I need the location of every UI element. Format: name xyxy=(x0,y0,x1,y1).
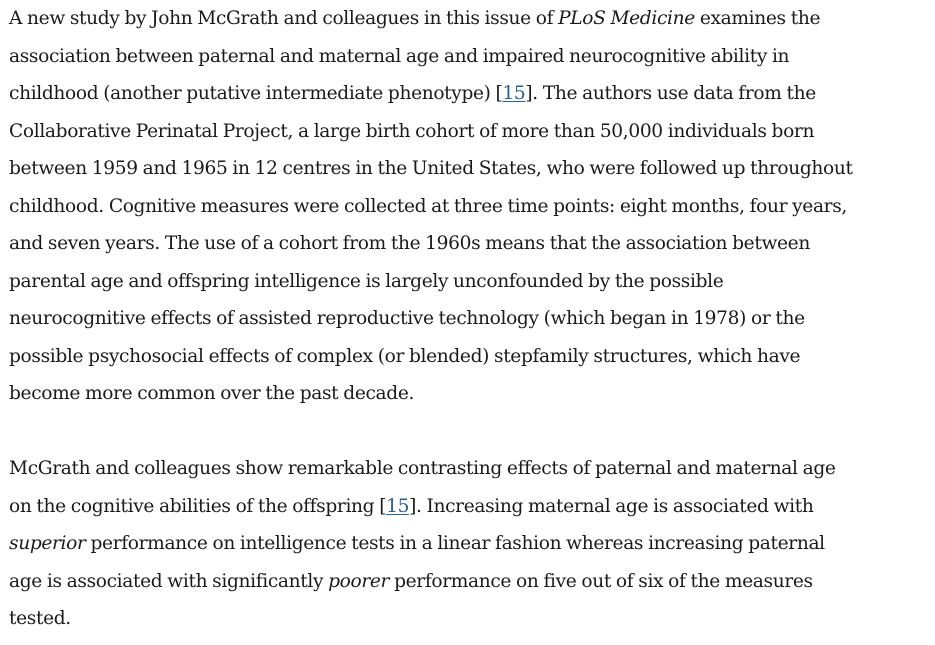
text-line xyxy=(9,525,933,563)
text-run: ]. Increasing maternal age is associated with xyxy=(409,495,814,517)
text-run: examines the xyxy=(694,8,821,29)
journal-name: PLoS Medicine xyxy=(558,8,695,29)
text-line xyxy=(9,38,933,76)
text-run: childhood. Cognitive measures were collected at three time points: eight months, four years, xyxy=(9,195,847,217)
article-body xyxy=(9,0,933,638)
text-line xyxy=(9,563,933,601)
emphasis-text: poorer xyxy=(328,570,390,592)
text-line xyxy=(9,300,933,338)
text-run: association between paternal and maternal age and impaired neurocognitive ability in xyxy=(9,45,790,67)
text-run: A new study by John McGrath and colleagues in this issue of xyxy=(9,8,559,29)
text-line xyxy=(9,0,933,38)
text-line xyxy=(9,113,933,151)
citation-link-15[interactable]: 15 xyxy=(502,83,526,104)
text-run: on the cognitive abilities of the offspring [ xyxy=(9,495,387,517)
emphasis-text: superior xyxy=(9,533,86,554)
text-run: childhood (another putative intermediate phenotype) [ xyxy=(9,83,503,104)
text-line xyxy=(9,600,933,638)
paragraph-2 xyxy=(9,450,933,638)
text-line xyxy=(9,488,933,526)
text-run: age is associated with significantly xyxy=(9,570,329,592)
text-run: performance on five out of six of the measures xyxy=(389,570,813,592)
citation-link-15[interactable]: 15 xyxy=(386,495,410,517)
paragraph-1 xyxy=(9,0,933,413)
text-line xyxy=(9,375,933,413)
text-line xyxy=(9,75,933,113)
text-run: McGrath and colleagues show remarkable contrasting effects of paternal and maternal age xyxy=(9,458,836,479)
text-run: parental age and offspring intelligence is largely unconfounded by the possible xyxy=(9,270,724,292)
text-run: ]. The authors use data from the xyxy=(525,83,816,104)
text-line xyxy=(9,450,933,488)
text-run: performance on intelligence tests in a linear fashion whereas increasing paternal xyxy=(85,533,825,554)
text-run: neurocognitive effects of assisted reproductive technology (which began in 1978) or the xyxy=(9,308,805,329)
text-line xyxy=(9,263,933,301)
text-run: and seven years. The use of a cohort from the 1960s means that the association between xyxy=(9,233,810,254)
text-run: become more common over the past decade. xyxy=(9,383,415,404)
text-run: between 1959 and 1965 in 12 centres in the United States, who were followed up throughout xyxy=(9,158,853,179)
text-line xyxy=(9,188,933,226)
text-run: tested. xyxy=(9,608,71,629)
text-run: Collaborative Perinatal Project, a large birth cohort of more than 50,000 individuals born xyxy=(9,120,815,142)
text-line xyxy=(9,150,933,188)
text-run: possible psychosocial effects of complex (or blended) stepfamily structures, which have xyxy=(9,345,801,367)
text-line xyxy=(9,338,933,376)
text-line xyxy=(9,225,933,263)
